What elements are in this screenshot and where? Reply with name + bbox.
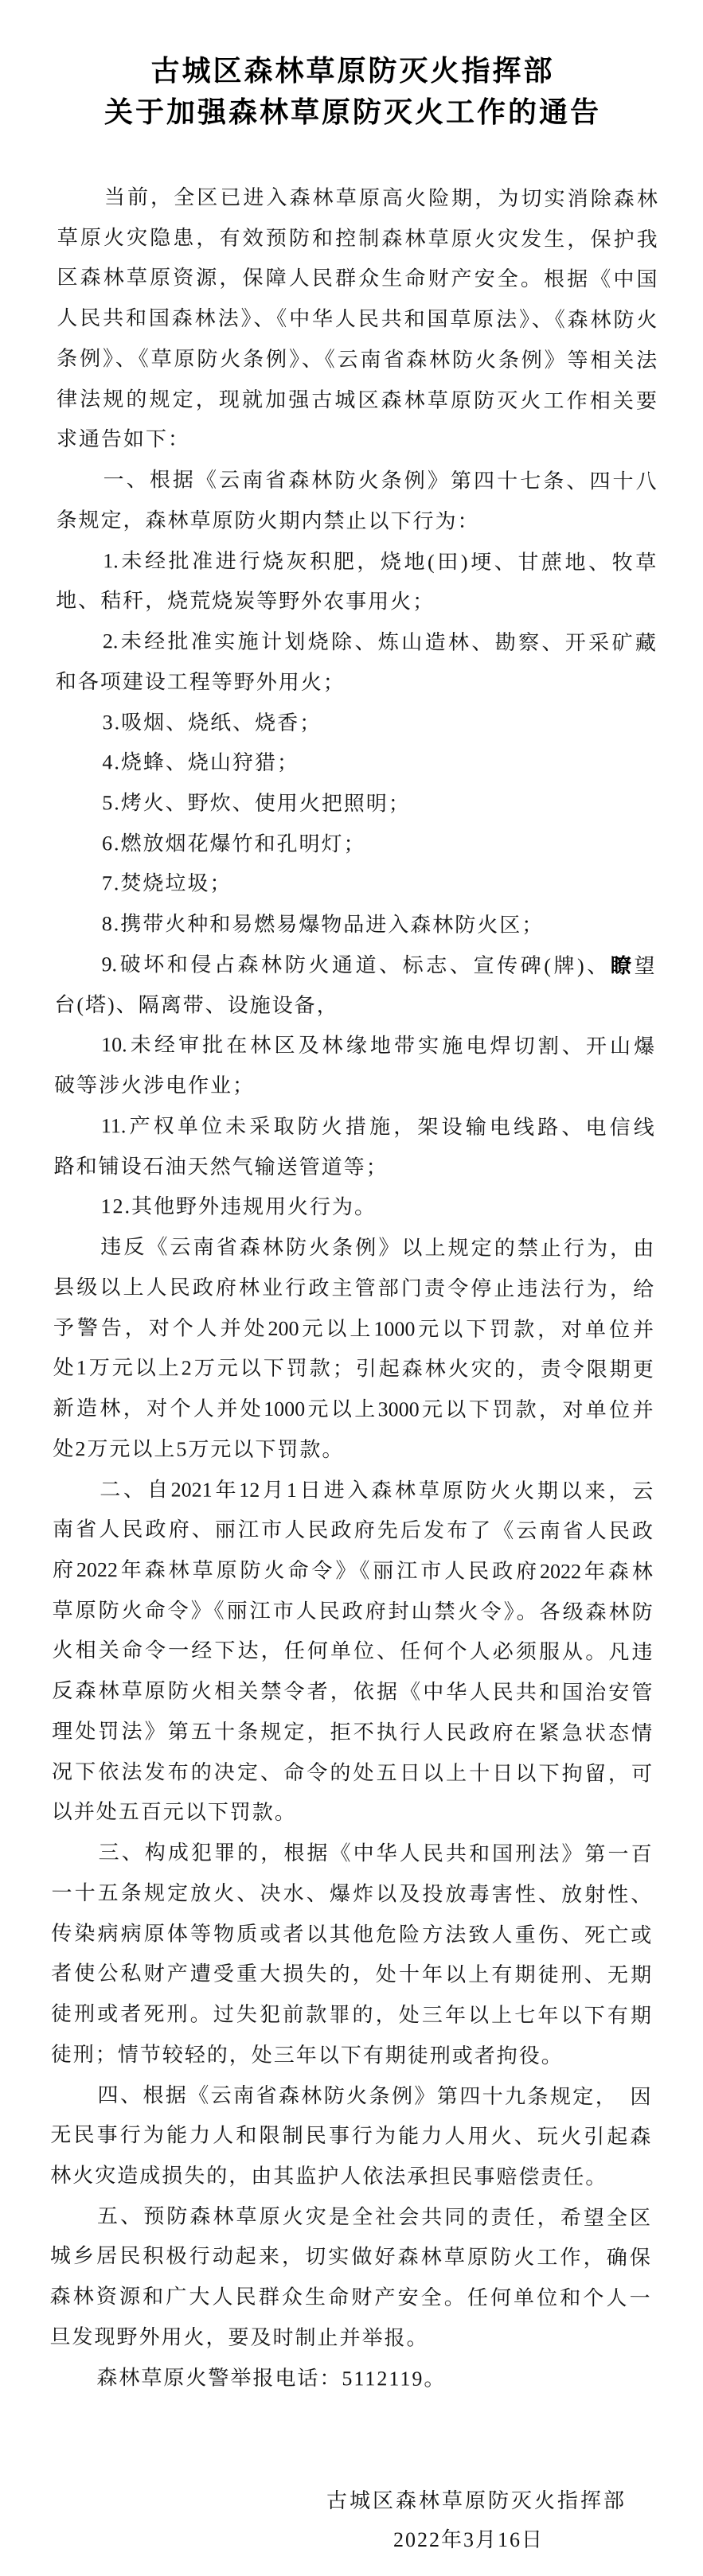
list-item-7 bbox=[55, 863, 655, 906]
text-line: 草原防火命令》《丽江市人民政府封山禁火令》。各级森林防 bbox=[52, 1598, 653, 1623]
text-line: 府2022年森林草原防火命令》《丽江市人民政府2022年森林 bbox=[52, 1557, 653, 1584]
text-line: 旦发现野外用火，要及时制止并举报。 bbox=[49, 2325, 429, 2350]
text-line: 以并处五百元以下罚款。 bbox=[51, 1799, 297, 1825]
paragraph-penalty bbox=[53, 1227, 654, 1471]
text-line: 1.未经批准进行烧灰积肥，烧地(田)埂、甘蔗地、牧草 bbox=[103, 548, 657, 574]
document-title bbox=[0, 50, 703, 133]
text-line: 5.烤火、野炊、使用火把照明； bbox=[102, 790, 411, 816]
text-line: 路和铺设石油天然气输送管道等； bbox=[53, 1154, 389, 1179]
text-line: 2.未经批准实施计划烧除、炼山造林、勘察、开采矿藏 bbox=[102, 629, 657, 655]
title-line-issuer: 古城区森林草原防灭火指挥部 bbox=[150, 55, 555, 87]
signature-issuer: 古城区森林草原防灭火指挥部 bbox=[326, 2489, 627, 2512]
list-item-9 bbox=[54, 945, 654, 1027]
text-line: 破等涉火涉电作业； bbox=[53, 1073, 256, 1097]
paragraph-intro bbox=[57, 177, 658, 462]
text-line bbox=[54, 945, 654, 987]
text-line: 律法规的规定，现就加强古城区森林草原防灭火工作相关要 bbox=[56, 387, 658, 412]
list-item-4 bbox=[55, 742, 655, 785]
list-item-11 bbox=[54, 1105, 654, 1188]
list-item-5 bbox=[55, 783, 655, 825]
text-line: 森林资源和广大人民群众生命财产安全。任何单位和个人一 bbox=[49, 2284, 650, 2310]
text-line: 无民事行为能力人和限制民事行为能力人用火、玩火引起森 bbox=[50, 2122, 651, 2149]
text-line: 徒刑或者死刑。过失犯前款罪的，处三年以上七年以下有期 bbox=[50, 2001, 651, 2028]
hotline-suffix: 。 bbox=[424, 2366, 447, 2390]
text-line: 林火灾造成损失的，由其监护人依法承担民事赔偿责任。 bbox=[50, 2163, 608, 2189]
hotline-line bbox=[49, 2357, 650, 2399]
list-item-12 bbox=[53, 1187, 654, 1229]
text-line: 地、秸秆，烧荒烧炭等野外农事用火； bbox=[56, 588, 435, 614]
paragraph-section-3 bbox=[51, 1833, 652, 2077]
text-line: 处2万元以上5万元以下罚款。 bbox=[53, 1436, 345, 1461]
text-line: 理处罚法》第五十条规定，拒不执行人民政府在紧急状态情 bbox=[52, 1719, 653, 1745]
text-line: 区森林草原资源，保障人民群众生命财产安全。根据《中国 bbox=[57, 266, 658, 291]
text-line: 人民共和国森林法》、《中华人民共和国草原法》、《森林防火 bbox=[57, 306, 658, 332]
text-line: 求通告如下： bbox=[56, 427, 190, 451]
hotline-number: 5112119 bbox=[342, 2366, 424, 2390]
text-line: 况下依法发布的决定、命令的处五日以上十日以下拘留，可 bbox=[51, 1760, 653, 1785]
list-item-1 bbox=[56, 540, 656, 623]
document-body bbox=[49, 177, 658, 2400]
text-line: 城乡居民积极行动起来，切实做好森林草原防火工作，确保 bbox=[49, 2244, 650, 2270]
text-segment: 9.破坏和侵占森林防火通道、标志、宣传碑(牌)、 bbox=[101, 952, 611, 977]
list-item-6 bbox=[55, 823, 655, 865]
paragraph-section-2 bbox=[52, 1469, 654, 1834]
text-line: 一十五条规定放火、决水、爆炸以及投放毒害性、放射性、 bbox=[51, 1880, 652, 1907]
paragraph-hotline bbox=[49, 2357, 650, 2399]
text-line: 草原火灾隐患，有效预防和控制森林草原火灾发生，保护我 bbox=[57, 225, 658, 251]
text-line: 6.燃放烟花爆竹和孔明灯； bbox=[102, 831, 366, 855]
bold-character: 瞭 bbox=[610, 953, 635, 978]
list-item-10 bbox=[54, 1025, 654, 1108]
text-line: 4.烧蜂、烧山狩猎； bbox=[102, 750, 299, 774]
text-line: 三、构成犯罪的，根据《中华人民共和国刑法》第一百 bbox=[98, 1840, 652, 1866]
text-line: 条规定，森林草原防火期内禁止以下行为： bbox=[56, 508, 480, 533]
text-line: 违反《云南省森林防火条例》以上规定的禁止行为，由 bbox=[100, 1234, 654, 1261]
text-line: 予警告，对个人并处200元以上1000元以下罚款，对单位并 bbox=[53, 1315, 654, 1341]
text-line: 传染病病原体等物质或者以其他危险方法致人重伤、死亡或 bbox=[51, 1921, 652, 1947]
text-line: 徒刑；情节较轻的，处三年以下有期徒刑或者拘役。 bbox=[50, 2042, 564, 2067]
text-line: 火相关命令一经下达，任何单位、任何个人必须服从。凡违 bbox=[52, 1639, 653, 1664]
text-line: 8.携带火种和易燃易爆物品进入森林防火区； bbox=[101, 912, 545, 937]
list-item-2 bbox=[56, 622, 656, 704]
text-line: 台(塔)、隔离带、设施设备， bbox=[54, 992, 339, 1017]
text-line: 条例》、《草原防火条例》、《云南省森林防火条例》等相关法 bbox=[57, 346, 658, 372]
text-line: 和各项建设工程等野外用火； bbox=[55, 669, 346, 694]
text-segment: 望 bbox=[634, 954, 655, 978]
text-line: 10.未经审批在林区及林缘地带实施电焊切割、开山爆 bbox=[101, 1033, 655, 1058]
text-line: 11.产权单位未采取防火措施，架设输电线路、电信线 bbox=[100, 1113, 654, 1140]
text-line: 3.吸烟、烧纸、烧香； bbox=[102, 710, 322, 735]
paragraph-section-5 bbox=[49, 2196, 650, 2360]
text-line: 五、预防森林草原火灾是全社会共同的责任，希望全区 bbox=[97, 2204, 651, 2229]
text-line: 新造林，对个人并处1000元以上3000元以下罚款，对单位并 bbox=[53, 1396, 654, 1422]
hotline-label: 森林草原火警举报电话： bbox=[96, 2365, 342, 2390]
text-line: 一、根据《云南省森林防火条例》第四十七条、四十八 bbox=[103, 467, 657, 493]
signature-date: 2022年3月16日 bbox=[393, 2528, 545, 2551]
list-item-3 bbox=[56, 702, 656, 744]
text-line: 7.焚烧垃圾； bbox=[101, 871, 232, 895]
title-line-subject: 关于加强森林草原防灭火工作的通告 bbox=[103, 96, 601, 128]
text-line: 二、自2021年12月1日进入森林草原防火火期以来，云 bbox=[100, 1477, 654, 1502]
list-item-8 bbox=[55, 904, 655, 946]
text-line: 四、根据《云南省森林防火条例》第四十九条规定， 因 bbox=[97, 2083, 651, 2108]
paragraph-section-4 bbox=[50, 2075, 651, 2198]
text-line: 反森林草原防火相关禁令者，依据《中华人民共和国治安管 bbox=[52, 1678, 653, 1705]
text-line: 处1万元以上2万元以下罚款；引起森林火灾的，责令限期更 bbox=[53, 1355, 654, 1382]
text-line: 南省人民政府、丽江市人民政府先后发布了《云南省人民政 bbox=[53, 1517, 654, 1543]
text-line: 者使公私财产遭受重大损失的，处十年以上有期徒刑、无期 bbox=[51, 1961, 652, 1987]
text-line: 12.其他野外违规用火行为。 bbox=[100, 1194, 377, 1219]
text-line: 县级以上人民政府林业行政主管部门责令停止违法行为，给 bbox=[53, 1275, 654, 1301]
text-line: 当前，全区已进入森林草原高火险期，为切实消除森林 bbox=[103, 185, 658, 211]
paragraph-section-1 bbox=[56, 460, 656, 543]
